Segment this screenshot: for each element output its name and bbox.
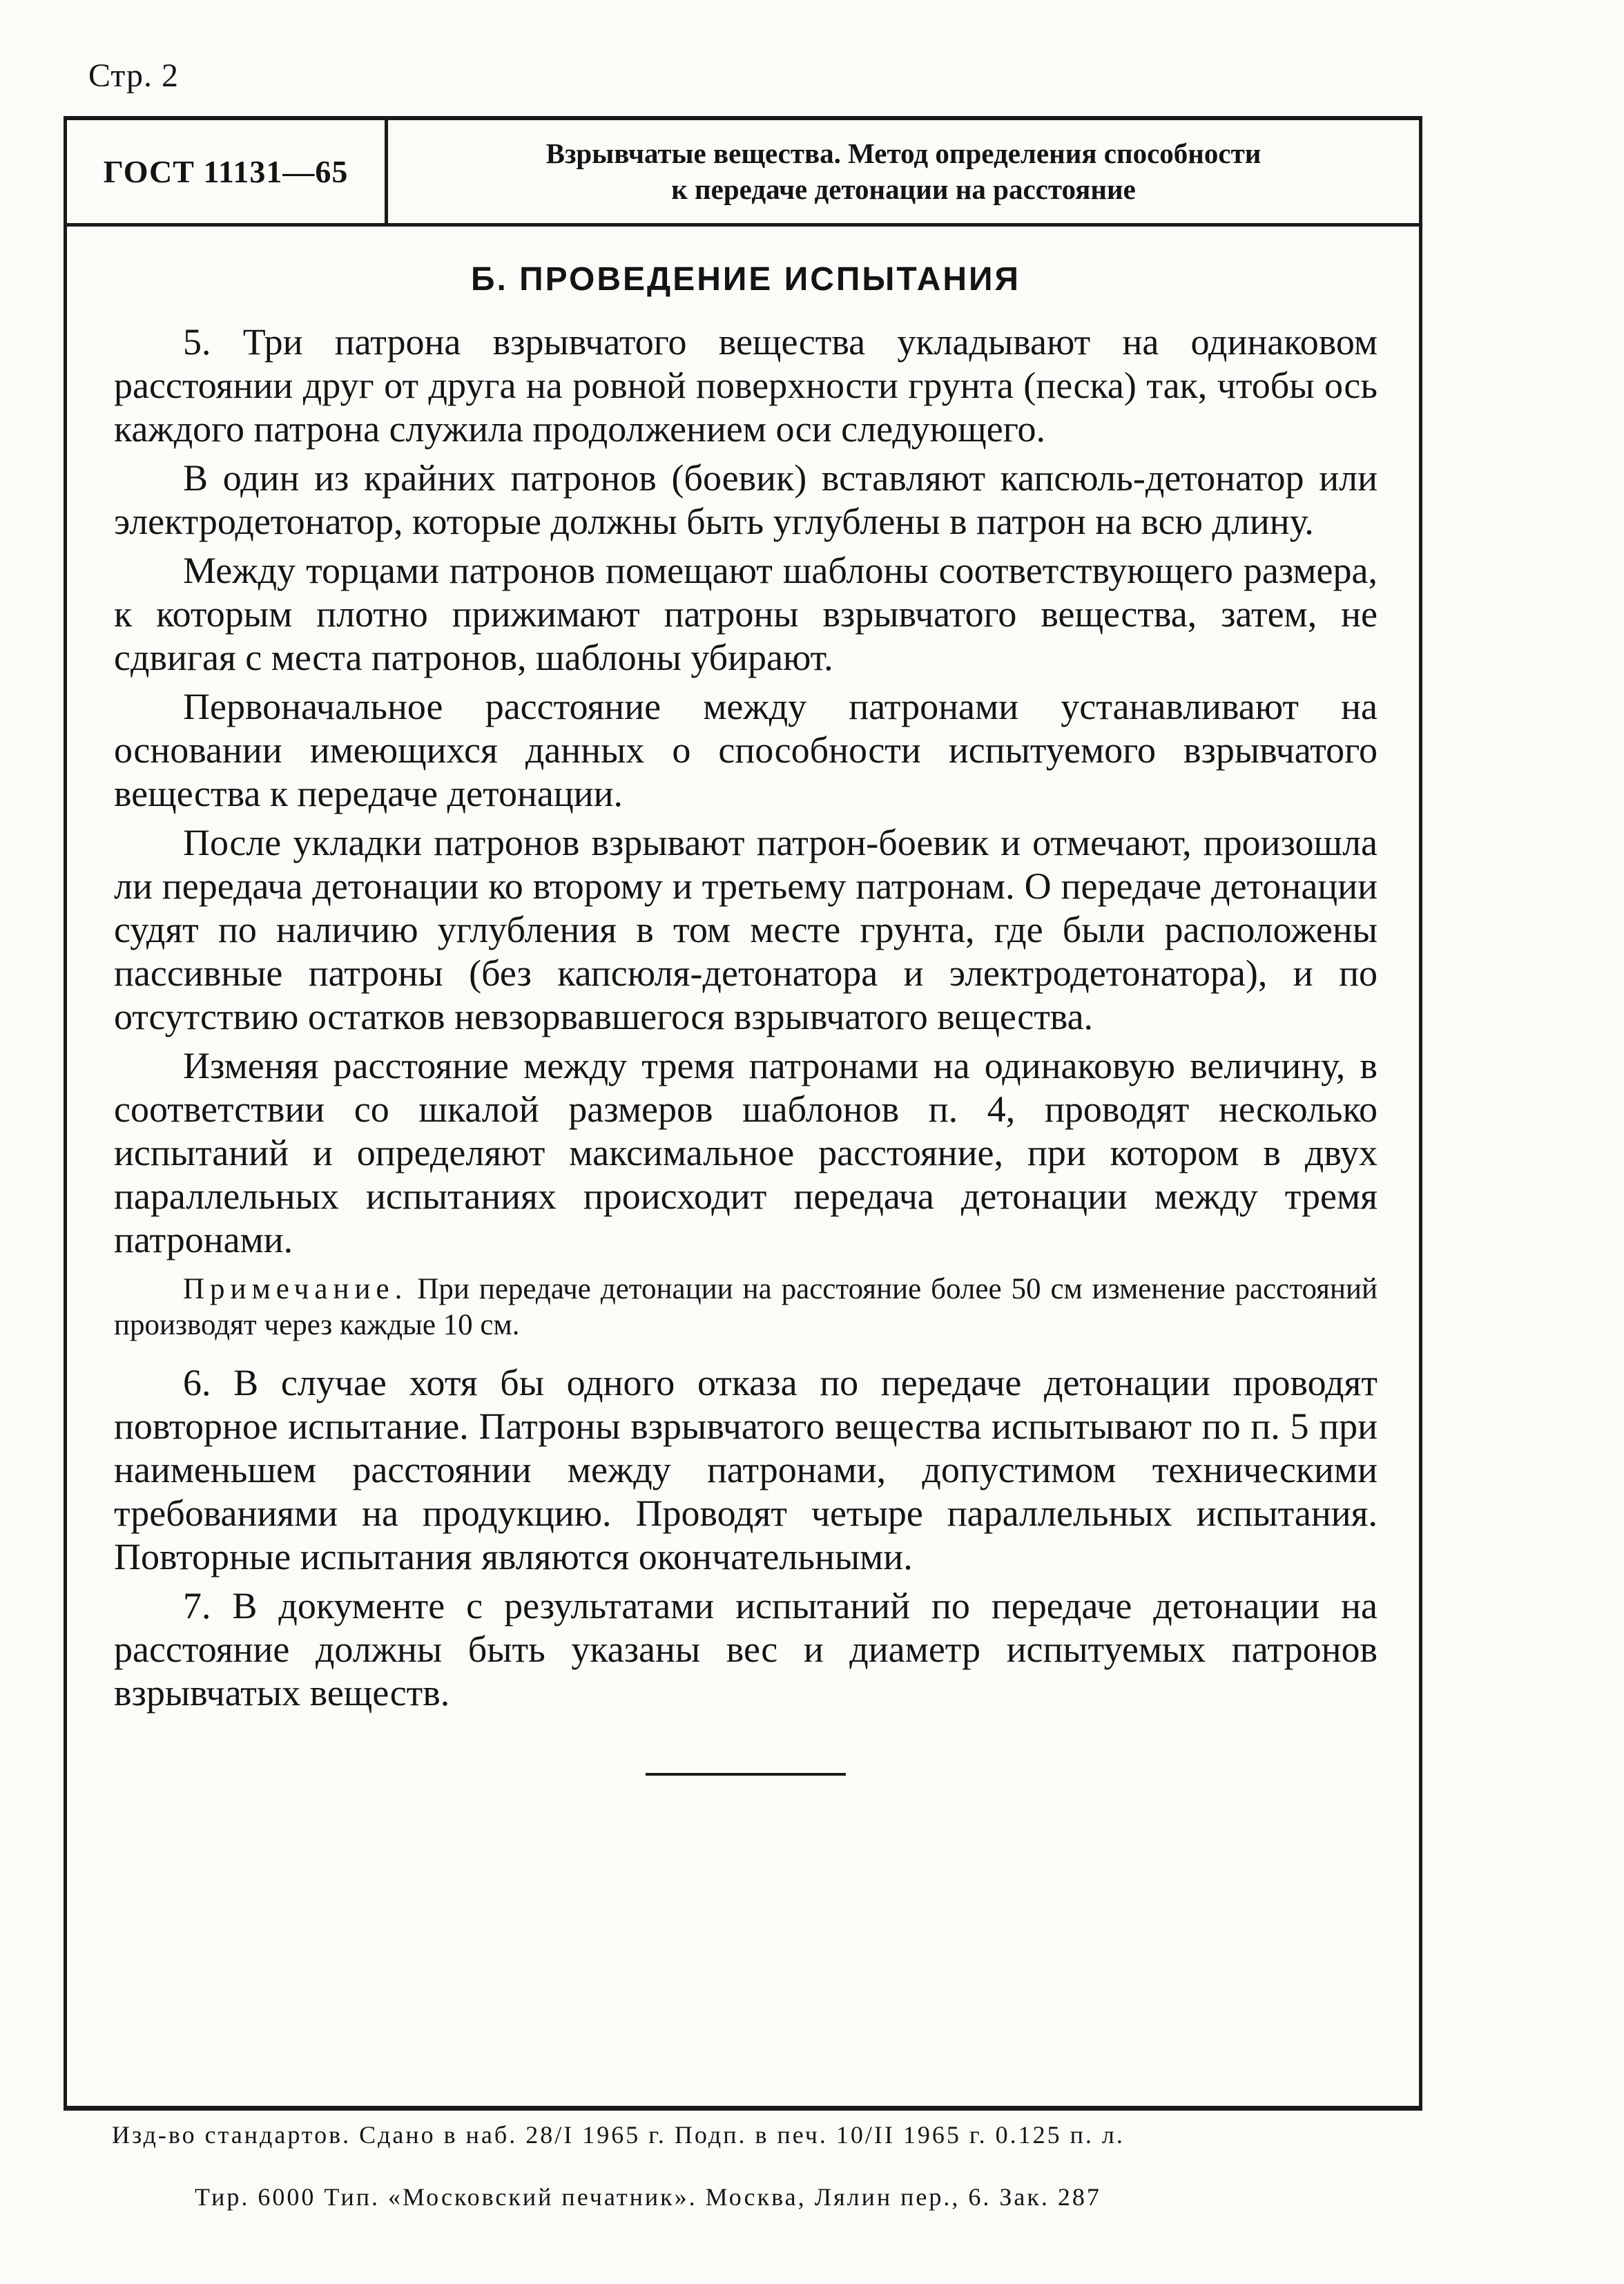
closing-rule (646, 1773, 846, 1776)
paragraph: Первоначальное расстояние между патронами устанавливают на основании имеющихся данных о способности испытуемого взрывчатого вещества к передаче детонации. (114, 686, 1378, 814)
document-frame (64, 116, 1422, 2111)
page-label: Стр. 2 (88, 57, 179, 94)
paragraph-7: 7. В документе с результатами испытаний по передаче детонации на расстояние должны быть указаны вес и диаметр испытуемых патронов взрывчатых веществ. (114, 1585, 1378, 1714)
note-label: Примечание. (183, 1273, 408, 1305)
paragraph: В один из крайних патронов (боевик) вставляют капсюль-детонатор или электродетонатор, которые должны быть углублены в патрон на всю длину. (114, 457, 1378, 542)
document-body (114, 251, 1378, 1776)
document-title-line-1: Взрывчатые вещества. Метод определения способности (545, 137, 1262, 169)
paragraph: После укладки патронов взрывают патрон-боевик и отмечают, произошла ли передача детонации ко второму и третьему патронам. О передаче детонации судят по наличию углубления в том месте грунта, где были расположены пассивные патроны (без капсюля-детонатора и электродетонатора), и по отсутствию остатков невзорвавшегося взрывчатого вещества. (114, 822, 1378, 1037)
standard-code: ГОСТ 11131—65 (67, 119, 388, 223)
section-title: Б. ПРОВЕДЕНИЕ ИСПЫТАНИЯ (470, 261, 1021, 298)
note (114, 1271, 1378, 1343)
publisher-imprint: Изд-во стандартов. Сдано в наб. 28/I 1965 г. Подп. в печ. 10/II 1965 г. 0.125 п. л. (112, 2121, 1125, 2149)
paragraph: Изменяя расстояние между тремя патронами на одинаковую величину, в соответствии со шкалой размеров шаблонов п. 4, проводят несколько испытаний и определяют максимальное расстояние, при котором в двух параллельных испытаниях происходит передача детонации между тремя патронами. (114, 1045, 1378, 1260)
printer-imprint: Тир. 6000 Тип. «Московский печатник». Москва, Лялин пер., 6. Зак. 287 (195, 2183, 1101, 2211)
document-title (388, 119, 1419, 223)
document-title-line-2: к передаче детонации на расстояние (671, 173, 1136, 205)
paragraph: Между торцами патронов помещают шаблоны соответствующего размера, к которым плотно прижимают патроны взрывчатого вещества, затем, не сдвигая с места патронов, шаблоны убирают. (114, 550, 1378, 678)
paragraph-6: 6. В случае хотя бы одного отказа по передаче детонации проводят повторное испытание. Патроны взрывчатого вещества испытывают по п. 5 при наименьшем расстоянии между патронами, допустимом техническими требованиями на продукцию. Проводят четыре параллельных испытания. Повторные испытания являются окончательными. (114, 1362, 1378, 1577)
paragraph-5: 5. Три патрона взрывчатого вещества укладывают на одинаковом расстоянии друг от друга на ровной поверхности грунта (песка) так, чтобы ось каждого патрона служила продолжением оси следующего. (114, 321, 1378, 450)
note-text: При передаче детонации на расстояние более 50 см изменение расстояний производят через каждые 10 см. (114, 1273, 1378, 1341)
document-header (67, 119, 1419, 227)
